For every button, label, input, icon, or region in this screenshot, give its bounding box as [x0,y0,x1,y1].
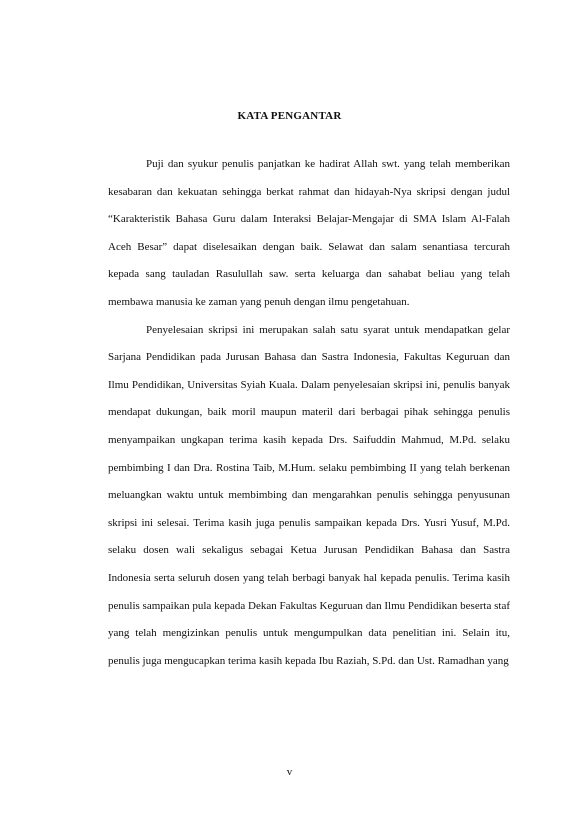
paragraph-2: Penyelesaian skripsi ini merupakan salah satu syarat untuk mendapatkan gelar Sarjana Pendidikan pada Jurusan Bahasa dan Sastra Indonesia, Fakultas Keguruan dan Ilmu Pendidikan, Universitas Syiah Kuala. Dalam penyelesaian skripsi ini, penulis banyak mendapat dukungan, baik moril maupun materil dari berbagai pihak sehingga penulis menyampaikan ungkapan terima kasih kepada Drs. Saifuddin Mahmud, M.Pd. selaku pembimbing I dan Dra. Rostina Taib, M.Hum. selaku pembimbing II yang telah berkenan meluangkan waktu untuk membimbing dan mengarahkan penulis sehingga penyusunan skripsi ini selesai. Terima kasih juga penulis sampaikan kepada Drs. Yusri Yusuf, M.Pd. selaku dosen wali sekaligus sebagai Ketua Jurusan Pendidikan Bahasa dan Sastra Indonesia serta seluruh dosen yang telah berbagi banyak hal kepada penulis. Terima kasih penulis sampaikan pula kepada Dekan Fakultas Keguruan dan Ilmu Pendidikan beserta staf yang telah mengizinkan penulis untuk mengumpulkan data penelitian ini. Selain itu, penulis juga mengucapkan terima kasih kepada Ibu Raziah, S.Pd. dan Ust. Ramadhan yang [108,323,510,667]
page-title: KATA PENGANTAR [237,110,342,122]
paragraph-1: Puji dan syukur penulis panjatkan ke hadirat Allah swt. yang telah memberikan kesabaran dan kekuatan sehingga berkat rahmat dan hidayah-Nya skripsi dengan judul “Karakteristik Bahasa Guru dalam Interaksi Belajar-Mengajar di SMA Islam Al-Falah Aceh Besar” dapat diselesaikan dengan baik. Selawat dan salam senantiasa tercurah kepada sang tauladan Rasulullah saw. serta keluarga dan sahabat beliau yang telah membawa manusia ke zaman yang penuh dengan ilmu pengetahuan. [108,158,510,308]
page-number: v [286,766,293,778]
document-body [108,151,510,675]
